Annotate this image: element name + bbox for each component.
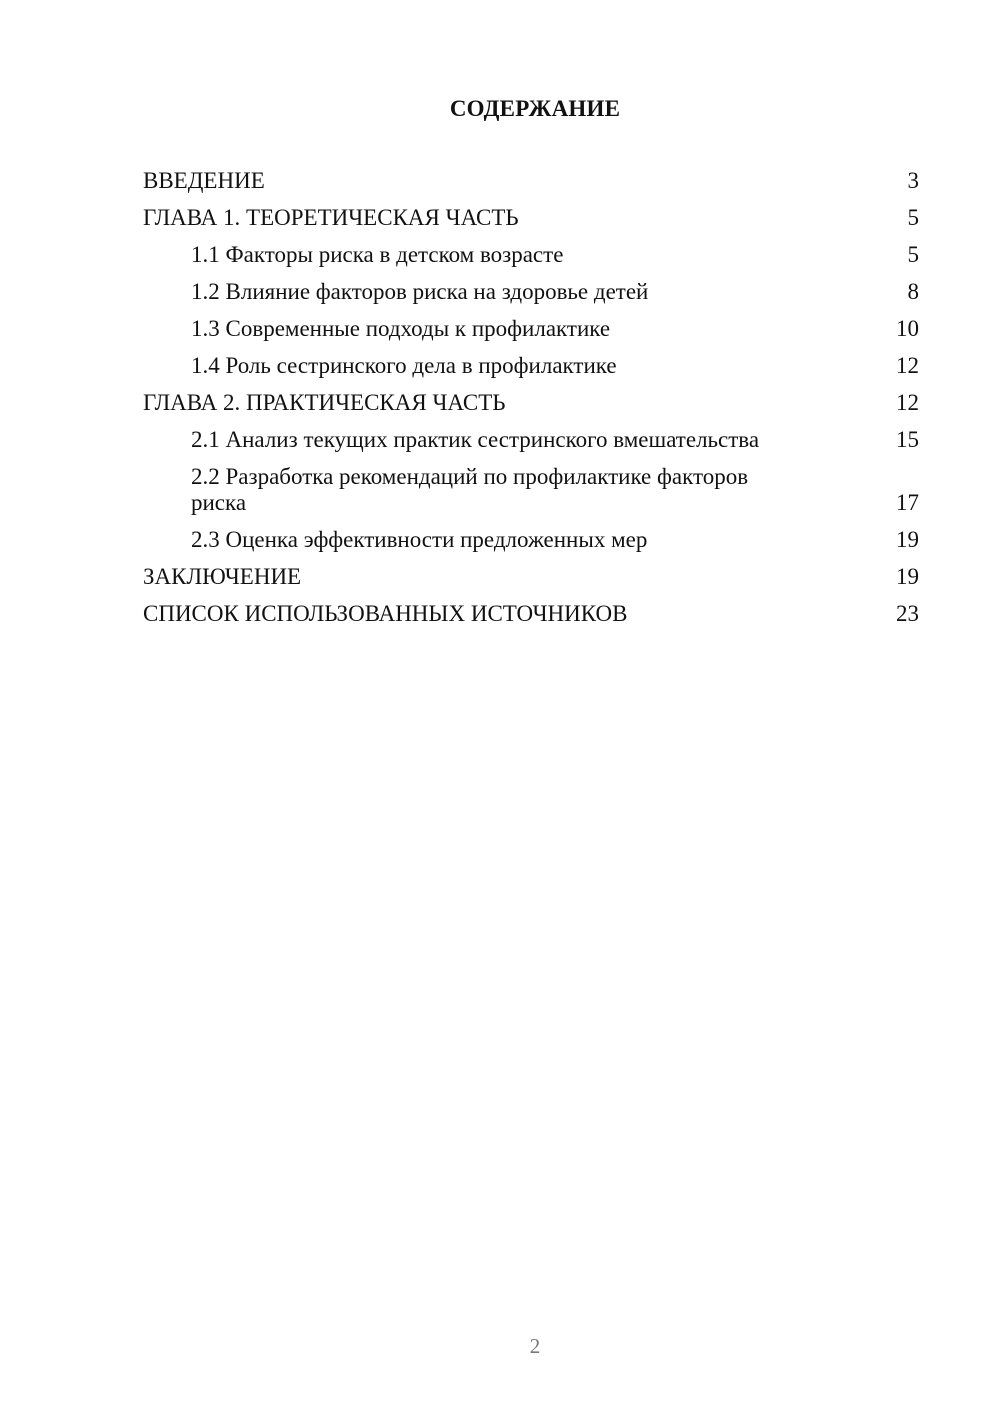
toc-entry-chapter-1[interactable] — [143, 205, 919, 231]
toc-title: СОДЕРЖАНИЕ — [449, 96, 621, 121]
toc-entry-page: 8 — [907, 279, 919, 304]
toc-entry-page: 10 — [896, 316, 919, 341]
toc-entry-label: 1.1 Факторы риска в детском возрасте — [191, 242, 564, 267]
toc-entry-label: ЗАКЛЮЧЕНИЕ — [143, 564, 302, 589]
toc-entry-label: 1.2 Влияние факторов риска на здоровье детей — [191, 279, 649, 304]
toc-entry-references[interactable] — [143, 601, 919, 627]
toc-entry-label: ГЛАВА 2. ПРАКТИЧЕСКАЯ ЧАСТЬ — [143, 390, 506, 415]
toc-entry-page: 12 — [896, 390, 919, 415]
page-number: 2 — [529, 1334, 541, 1358]
toc-entry-page: 17 — [896, 490, 919, 515]
toc-entry-page: 5 — [907, 205, 919, 230]
toc-entry-label — [143, 464, 889, 516]
toc-entry-chapter-2[interactable] — [143, 390, 919, 416]
toc-entry-page: 15 — [896, 427, 919, 452]
toc-entry-label: 2.1 Анализ текущих практик сестринского вмешательства — [191, 427, 760, 452]
toc-entry-page: 19 — [896, 564, 919, 589]
toc-entry-label: 2.3 Оценка эффективности предложенных мер — [191, 527, 648, 552]
toc-entry-page: 23 — [896, 601, 919, 626]
toc-entry-label-line-2: риска — [191, 490, 247, 515]
toc-entry-label: СПИСОК ИСПОЛЬЗОВАННЫХ ИСТОЧНИКОВ — [143, 601, 628, 626]
toc-entry-page: 3 — [907, 168, 919, 193]
toc-entry-label: 1.4 Роль сестринского дела в профилактике — [191, 353, 617, 378]
toc-entry-1-1[interactable] — [143, 242, 919, 268]
toc-entry-label-line-1: 2.2 Разработка рекомендаций по профилактике факторов — [191, 464, 749, 489]
table-of-contents — [143, 168, 919, 638]
toc-entry-label: ГЛАВА 1. ТЕОРЕТИЧЕСКАЯ ЧАСТЬ — [143, 205, 519, 230]
toc-entry-2-3[interactable] — [143, 527, 919, 553]
toc-entry-2-2[interactable] — [143, 464, 919, 516]
toc-entry-1-4[interactable] — [143, 353, 919, 379]
toc-entry-conclusion[interactable] — [143, 564, 919, 590]
toc-entry-introduction[interactable] — [143, 168, 919, 194]
toc-entry-1-2[interactable] — [143, 279, 919, 305]
toc-entry-page: 19 — [896, 527, 919, 552]
toc-entry-label: ВВЕДЕНИЕ — [143, 168, 265, 193]
toc-entry-page: 5 — [907, 242, 919, 267]
toc-entry-label: 1.3 Современные подходы к профилактике — [191, 316, 611, 341]
toc-entry-2-1[interactable] — [143, 427, 919, 453]
toc-entry-page: 12 — [896, 353, 919, 378]
toc-entry-1-3[interactable] — [143, 316, 919, 342]
